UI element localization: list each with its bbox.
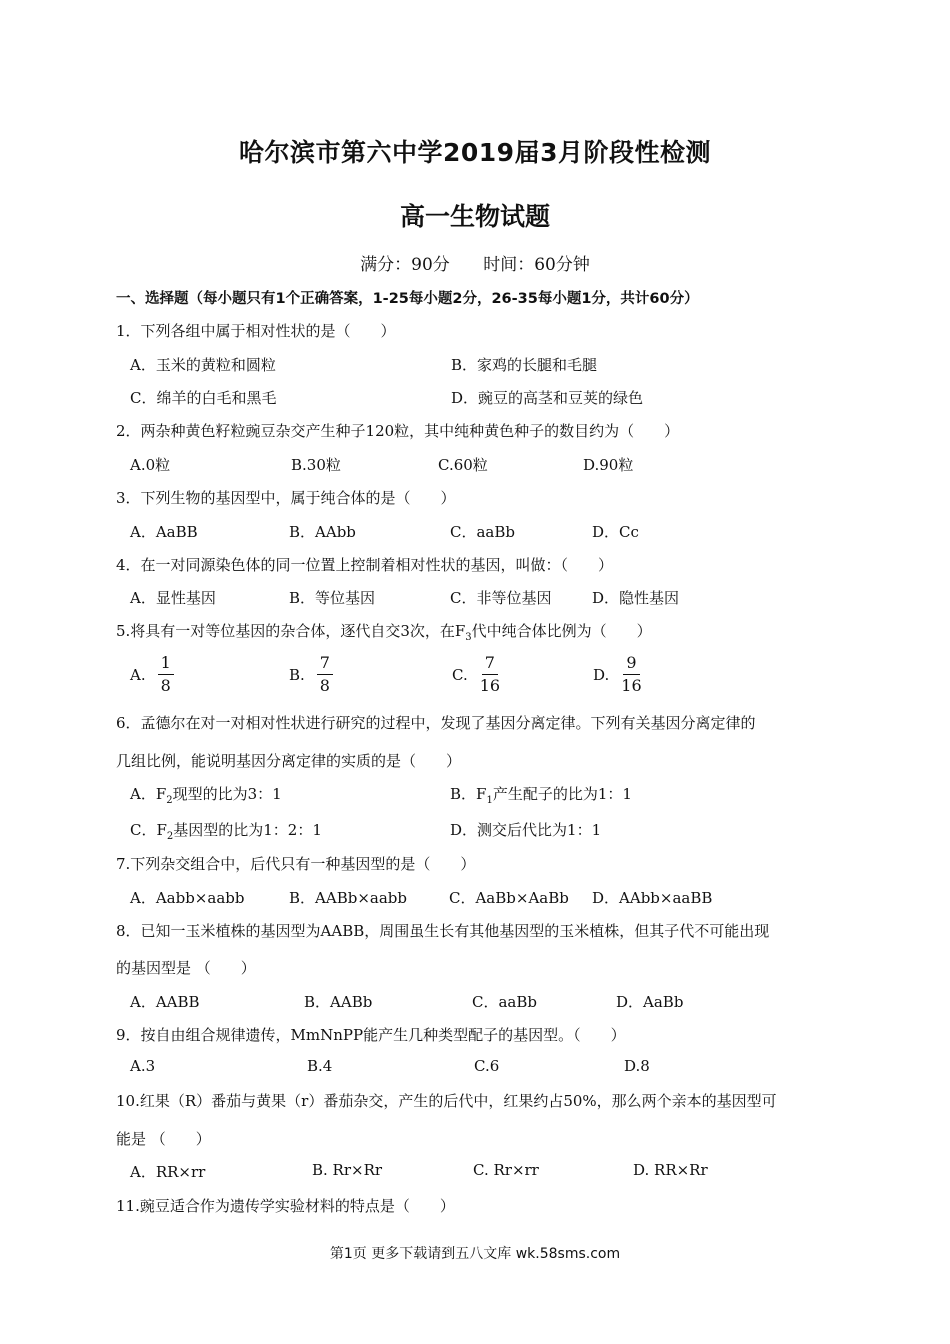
question-11: 11.豌豆适合作为遗传学实验材料的特点是（ ） [116, 1197, 455, 1215]
q4-option-d: D．隐性基因 [592, 589, 680, 607]
q10-option-d: D. RR×Rr [633, 1161, 708, 1179]
q5-option-d: D. 9 16 [593, 653, 642, 695]
question-8-line-1: 8．已知一玉米植株的基因型为AABB，周围虽生长有其他基因型的玉米植株，但其子代不可能出现 [116, 922, 770, 940]
question-1: 1．下列各组中属于相对性状的是（ ） [116, 322, 396, 340]
q8-option-d: D．AaBb [616, 993, 684, 1011]
q2-option-d: D.90粒 [583, 456, 634, 474]
q5-option-c: C. 7 16 [452, 653, 501, 695]
question-10-line-2: 能是 （ ） [116, 1130, 211, 1148]
q7-option-c: C．AaBb×AaBb [449, 889, 569, 907]
q1-option-d: D．豌豆的高茎和豆荚的绿色 [451, 389, 644, 407]
q7-option-a: A．Aabb×aabb [130, 889, 245, 907]
q9-option-c: C.6 [474, 1057, 500, 1075]
q6-option-d: D．测交后代比为1：1 [450, 821, 602, 839]
exam-subtitle: 高一生物试题 [399, 202, 550, 231]
q8-option-a: A．AABB [130, 993, 200, 1011]
q1-option-c: C．绵羊的白毛和黑毛 [130, 389, 277, 407]
q5-option-b: B. 7 8 [289, 654, 333, 695]
page-footer: 第1页 更多下载请到五八文库 wk.58sms.com [329, 1246, 621, 1262]
question-6-line-1: 6．孟德尔在对一对相对性状进行研究的过程中，发现了基因分离定律。下列有关基因分离定律的 [116, 714, 756, 732]
q2-option-c: C.60粒 [438, 456, 488, 474]
q10-option-b: B. Rr×Rr [312, 1161, 383, 1179]
q7-option-d: D．AAbb×aaBB [592, 889, 713, 907]
question-5: 5.将具有一对等位基因的杂合体，逐代自交3次，在$F_3$代中纯合体比例为（ ） [116, 622, 652, 643]
q1-option-b: B．家鸡的长腿和毛腿 [451, 356, 598, 374]
q3-option-d: D．Cc [592, 523, 639, 541]
q3-option-a: A．AaBB [130, 523, 198, 541]
q3-option-c: C．aaBb [450, 523, 515, 541]
q2-option-b: B.30粒 [291, 456, 341, 474]
q6-option-a: A．$F_2$现型的比为3：1 [130, 785, 282, 806]
q4-option-a: A．显性基因 [130, 589, 216, 607]
q2-option-a: A.0粒 [130, 456, 171, 474]
q5-option-a: A. 1 8 [130, 654, 174, 695]
question-4: 4．在一对同源染色体的同一位置上控制着相对性状的基因，叫做：（ ） [116, 556, 614, 574]
q4-option-c: C．非等位基因 [450, 589, 552, 607]
section-heading: 一、选择题（每小题只有1个正确答案，1-25每小题2分，26-35每小题1分，共计60分） [116, 291, 699, 307]
q4-option-b: B．等位基因 [289, 589, 376, 607]
exam-title: 哈尔滨市第六中学2019届3月阶段性检测 [239, 138, 711, 167]
question-9: 9．按自由组合规律遗传，MmNnPP能产生几种类型配子的基因型。（ ） [116, 1026, 626, 1044]
full-score: 满分：90分 [360, 255, 450, 275]
q9-option-d: D.8 [624, 1057, 650, 1075]
q7-option-b: B．AABb×aabb [289, 889, 407, 907]
question-8-line-2: 的基因型是 （ ） [116, 959, 256, 977]
q9-option-b: B.4 [307, 1057, 333, 1075]
q1-option-a: A．玉米的黄粒和圆粒 [130, 356, 276, 374]
exam-time: 时间：60分钟 [483, 255, 590, 275]
question-10-line-1: 10.红果（R）番茄与黄果（r）番茄杂交，产生的后代中，红果约占50%，那么两个亲本的基因型可 [116, 1092, 777, 1110]
q6-option-c: C．$F_2$基因型的比为1：2：1 [130, 821, 322, 842]
q10-option-c: C. Rr×rr [473, 1161, 539, 1179]
q8-option-c: C．aaBb [472, 993, 537, 1011]
question-3: 3．下列生物的基因型中，属于纯合体的是（ ） [116, 489, 456, 507]
exam-meta [0, 250, 950, 275]
q10-option-a: A．RR×rr [130, 1163, 206, 1181]
q6-option-b: B．$F_1$产生配子的比为1：1 [450, 785, 632, 806]
q8-option-b: B．AABb [304, 993, 373, 1011]
question-6-line-2: 几组比例，能说明基因分离定律的实质的是（ ） [116, 752, 462, 770]
q3-option-b: B．AAbb [289, 523, 356, 541]
q9-option-a: A.3 [130, 1057, 156, 1075]
question-2: 2．两杂种黄色籽粒豌豆杂交产生种子120粒，其中纯种黄色种子的数目约为（ ） [116, 422, 680, 440]
question-7: 7.下列杂交组合中，后代只有一种基因型的是（ ） [116, 855, 476, 873]
